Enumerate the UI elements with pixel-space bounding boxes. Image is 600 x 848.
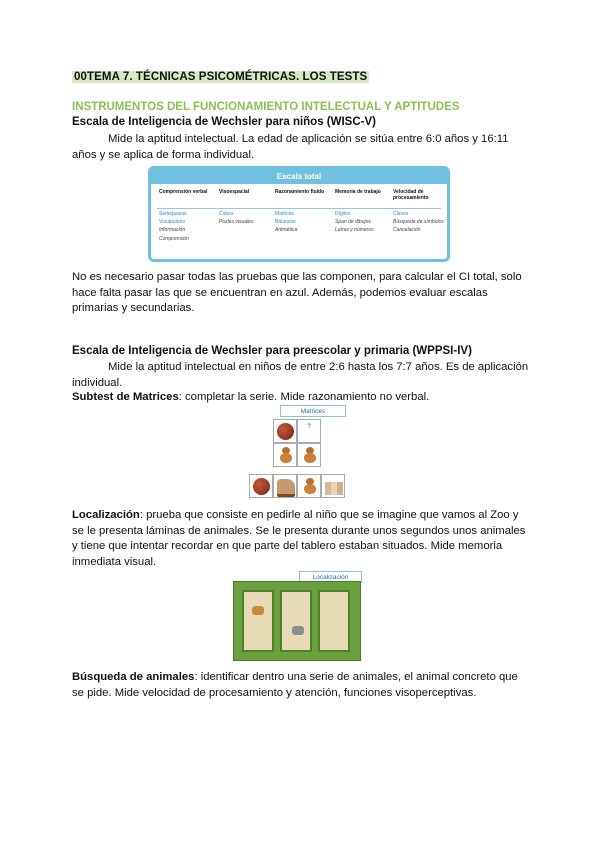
teddy-bear-icon bbox=[302, 447, 318, 464]
lion-icon bbox=[252, 606, 264, 615]
wisc-heading: Escala de Inteligencia de Wechsler para niños (WISC-V) bbox=[72, 116, 376, 128]
busqueda-text: : identificar dentro una serie de animales, el animal concreto que se pide. Mide velocidad de procesamiento y atención, funciones visoperceptivas. bbox=[72, 671, 518, 699]
matrix-option bbox=[297, 474, 321, 498]
matrix-option bbox=[321, 474, 345, 498]
scale-column-name: Velocidad de procesamiento bbox=[393, 189, 429, 202]
scale-figure-header: Escala total bbox=[151, 169, 447, 184]
scale-test: Span de dibujos bbox=[335, 219, 371, 226]
scale-column-name: Comprensión verbal bbox=[159, 189, 208, 195]
wppsi-heading: Escala de Inteligencia de Wechsler para preescolar y primaria (WPPSI-IV) bbox=[72, 345, 472, 357]
scale-column-memoria bbox=[335, 189, 389, 234]
scale-test: Semejanzas bbox=[159, 211, 187, 217]
ball-icon bbox=[277, 423, 294, 440]
ball-icon bbox=[253, 478, 270, 495]
section-heading: INSTRUMENTOS DEL FUNCIONAMIENTO INTELECTUAL Y APTITUDES bbox=[72, 101, 460, 113]
scale-test: Aritmética bbox=[275, 227, 298, 234]
question-mark: ? bbox=[307, 424, 311, 430]
matrices-figure-label: Matrices bbox=[280, 405, 346, 417]
busqueda-term: Búsqueda de animales bbox=[72, 671, 195, 683]
wisc-description: Mide la aptitud intelectual. La edad de aplicación se sitúa entre 6:0 años y 16:11 años y se aplica de forma individual. bbox=[72, 133, 509, 161]
scale-test: Cancelación bbox=[393, 227, 421, 234]
scale-test: Cubos bbox=[219, 211, 234, 217]
localizacion-figure-label: Localización bbox=[299, 571, 362, 583]
blocks-icon bbox=[325, 482, 343, 495]
matrices-term: Subtest de Matrices bbox=[72, 391, 179, 403]
matrix-option bbox=[273, 474, 297, 498]
matrix-option bbox=[249, 474, 273, 498]
scale-test: Información bbox=[159, 227, 186, 234]
rocking-horse-icon bbox=[277, 479, 295, 497]
matrix-cell bbox=[273, 443, 297, 467]
wppsi-description: Mide la aptitud intelectual en niños de entre 2:6 hasta los 7:7 años. Es de aplicación individual. bbox=[72, 361, 529, 389]
scale-test: Letras y números bbox=[335, 227, 374, 234]
scale-test: Dígitos bbox=[335, 211, 351, 217]
scale-figure bbox=[148, 166, 450, 262]
scale-test: Matrices bbox=[275, 211, 294, 217]
scale-test: Puzles visuales bbox=[219, 219, 254, 226]
scale-test: Vocabulario bbox=[159, 219, 186, 226]
document-title: 00TEMA 7. TÉCNICAS PSICOMÉTRICAS. LOS TESTS bbox=[74, 71, 368, 83]
scale-column-name: Memoria de trabajo bbox=[335, 189, 381, 195]
board-panel bbox=[242, 590, 274, 652]
matrices-figure bbox=[249, 416, 349, 500]
scale-test: Comprensión bbox=[159, 235, 189, 242]
matrices-paragraph bbox=[72, 390, 532, 406]
matrix-cell-missing bbox=[297, 419, 321, 443]
matrix-cell bbox=[273, 419, 297, 443]
scale-column-visoespacial bbox=[219, 189, 269, 225]
matrices-text: : completar la serie. Mide razonamiento no verbal. bbox=[178, 391, 430, 403]
scale-column-name: Visoespacial bbox=[219, 189, 250, 195]
matrix-cell bbox=[297, 443, 321, 467]
busqueda-paragraph bbox=[72, 670, 532, 701]
localizacion-paragraph bbox=[72, 508, 532, 570]
localizacion-term: Localización bbox=[72, 509, 140, 521]
scale-test: Balanzas bbox=[275, 219, 296, 226]
scale-column-verbal bbox=[159, 189, 213, 242]
wisc-note: No es necesario pasar todas las pruebas que las componen, para calcular el CI total, solo hace falta pasar las que se encuentran en azul. Además, podemos evaluar escalas primarias y secundarias. bbox=[72, 271, 522, 314]
localizacion-text: : prueba que consiste en pedirle al niño que se imagine que vamos al Zoo y se le presenta láminas de animales. Se le presenta durante unos segundos unos animales y tiene que intentar recordar en que parte del tablero estaban situados. Mide memoria inmediata visual. bbox=[72, 509, 526, 568]
scale-column-razonamiento bbox=[275, 189, 329, 234]
scale-test: Claves bbox=[393, 211, 409, 217]
teddy-bear-icon bbox=[278, 447, 294, 464]
elephant-icon bbox=[292, 626, 304, 635]
scale-test: Búsqueda de símbolos bbox=[393, 219, 444, 226]
board-panel bbox=[318, 590, 350, 652]
scale-column-name: Razonamiento fluido bbox=[275, 189, 325, 195]
scale-column-velocidad bbox=[393, 189, 445, 234]
board-panel bbox=[280, 590, 312, 652]
teddy-bear-icon bbox=[302, 478, 318, 495]
zoo-board bbox=[233, 581, 361, 661]
